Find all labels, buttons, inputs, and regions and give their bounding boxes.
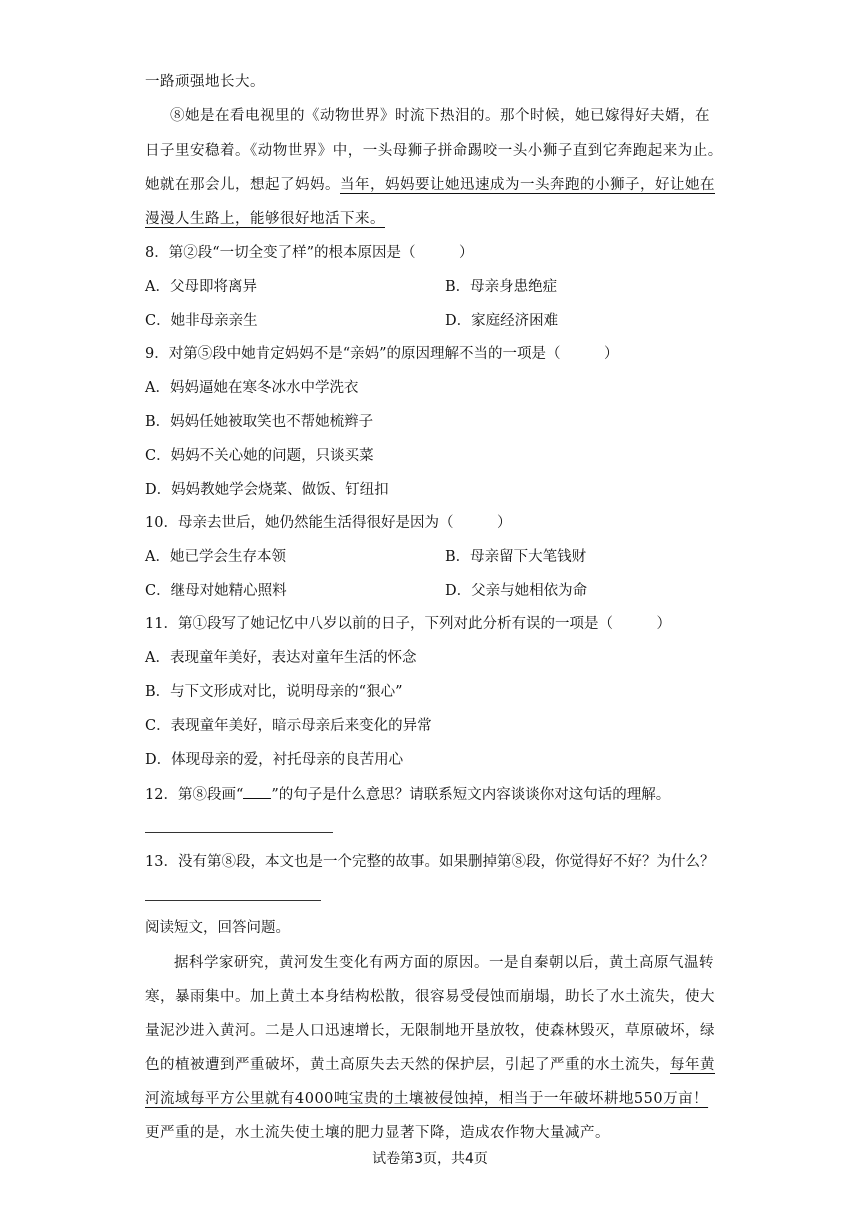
- question-13-answer-line[interactable]: [145, 900, 321, 901]
- question-12-stem: [145, 785, 670, 805]
- underlined-sentence-2: 每年黄: [670, 1057, 715, 1073]
- question-8-option-c[interactable]: C．她非母亲亲生: [145, 313, 258, 329]
- question-10-option-c[interactable]: C．继母对她精心照料: [145, 583, 287, 599]
- question-9-option-b[interactable]: B．妈妈任她被取笑也不帮她梳辫子: [145, 414, 374, 430]
- underlined-sentence-2-end: 河流域每平方公里就有4000吨宝贵的土壤被侵蚀掉，相当于一年破坏耕地550万亩！: [145, 1091, 709, 1107]
- question-9-option-a[interactable]: A．妈妈逼她在寒冬冰水中学洗衣: [145, 380, 359, 396]
- passage-2-line-3: 量泥沙进入黄河。二是人口迅速增长，无限制地开垦放牧，使森林毁灭，草原破坏，绿: [145, 1023, 715, 1039]
- passage-2-line-4: [145, 1055, 715, 1075]
- question-10-option-a[interactable]: A．她已学会生存本领: [145, 549, 286, 565]
- paragraph-8-line-2: 日子里安稳着。《动物世界》中，一头母狮子拼命踢咬一头小狮子直到它奔跑起来为止。: [145, 143, 723, 159]
- passage-tail: 一路顽强地长大。: [145, 74, 265, 90]
- question-11-option-b[interactable]: B．与下文形成对比，说明母亲的“狠心”: [145, 684, 403, 700]
- paragraph-8-line-4: [145, 209, 385, 229]
- question-8-option-b[interactable]: B．母亲身患绝症: [445, 279, 558, 295]
- question-8-option-a[interactable]: A．父母即将离异: [145, 279, 257, 295]
- question-10-stem: 10．母亲去世后，她仍然能生活得很好是因为（ ）: [145, 515, 512, 531]
- question-9-option-d[interactable]: D．妈妈教她学会烧菜、做饭、钉纽扣: [145, 482, 389, 498]
- passage-2-line-5: [145, 1089, 708, 1109]
- paragraph-8-text: 她就在那会儿，想起了妈妈。: [145, 177, 340, 193]
- paragraph-8-line-1: ⑧她是在看电视里的《动物世界》时流下热泪的。那个时候，她已嫁得好夫婿，在: [170, 108, 710, 124]
- reading-instruction: 阅读短文，回答问题。: [145, 920, 290, 936]
- question-13-stem: 13．没有第⑧段，本文也是一个完整的故事。如果删掉第⑧段，你觉得好不好？为什么？: [145, 854, 715, 870]
- question-10-option-b[interactable]: B．母亲留下大笔钱财: [445, 549, 587, 565]
- underlined-sentence: 当年，妈妈要让她迅速成为一头奔跑的小狮子，好让她在: [340, 177, 715, 193]
- question-10-option-d[interactable]: D．父亲与她相依为命: [445, 583, 588, 599]
- passage-2-line-6: 更严重的是，水土流失使土壤的肥力显著下降，造成农作物大量减产。: [145, 1125, 610, 1141]
- question-11-option-c[interactable]: C．表现童年美好，暗示母亲后来变化的异常: [145, 718, 432, 734]
- question-8-stem: 8．第②段“一切全变了样”的根本原因是（ ）: [145, 245, 474, 261]
- question-12-answer-line[interactable]: [145, 832, 333, 833]
- underline-mark: [243, 786, 271, 799]
- passage-2-text: 色的植被遭到严重破坏，黄土高原失去天然的保护层，引起了严重的水土流失，: [145, 1057, 670, 1073]
- question-11-option-a[interactable]: A．表现童年美好，表达对童年生活的怀念: [145, 650, 417, 666]
- paragraph-8-line-3: [145, 175, 715, 195]
- question-12-text-start: 12．第⑧段画“: [145, 787, 244, 803]
- passage-2-line-2: 寒，暴雨集中。加上黄土本身结构松散，很容易受侵蚀而崩塌，助长了水土流失，使大: [145, 989, 715, 1005]
- page-footer: 试卷第3页，共4页: [372, 1151, 488, 1167]
- question-12-text-end: ”的句子是什么意思？请联系短文内容谈谈你对这句话的理解。: [271, 787, 671, 803]
- question-8-option-d[interactable]: D．家庭经济困难: [445, 313, 559, 329]
- question-11-stem: 11．第①段写了她记忆中八岁以前的日子，下列对此分析有误的一项是（ ）: [145, 616, 671, 632]
- underlined-sentence-end: 漫漫人生路上，能够很好地活下来。: [145, 211, 385, 227]
- passage-2-line-1: 据科学家研究，黄河发生变化有两方面的原因。一是自秦朝以后，黄土高原气温转: [174, 955, 714, 971]
- question-9-stem: 9．对第⑤段中她肯定妈妈不是“亲妈”的原因理解不当的一项是（ ）: [145, 346, 619, 362]
- question-11-option-d[interactable]: D．体现母亲的爱，衬托母亲的良苦用心: [145, 752, 404, 768]
- question-9-option-c[interactable]: C．妈妈不关心她的问题，只谈买菜: [145, 448, 374, 464]
